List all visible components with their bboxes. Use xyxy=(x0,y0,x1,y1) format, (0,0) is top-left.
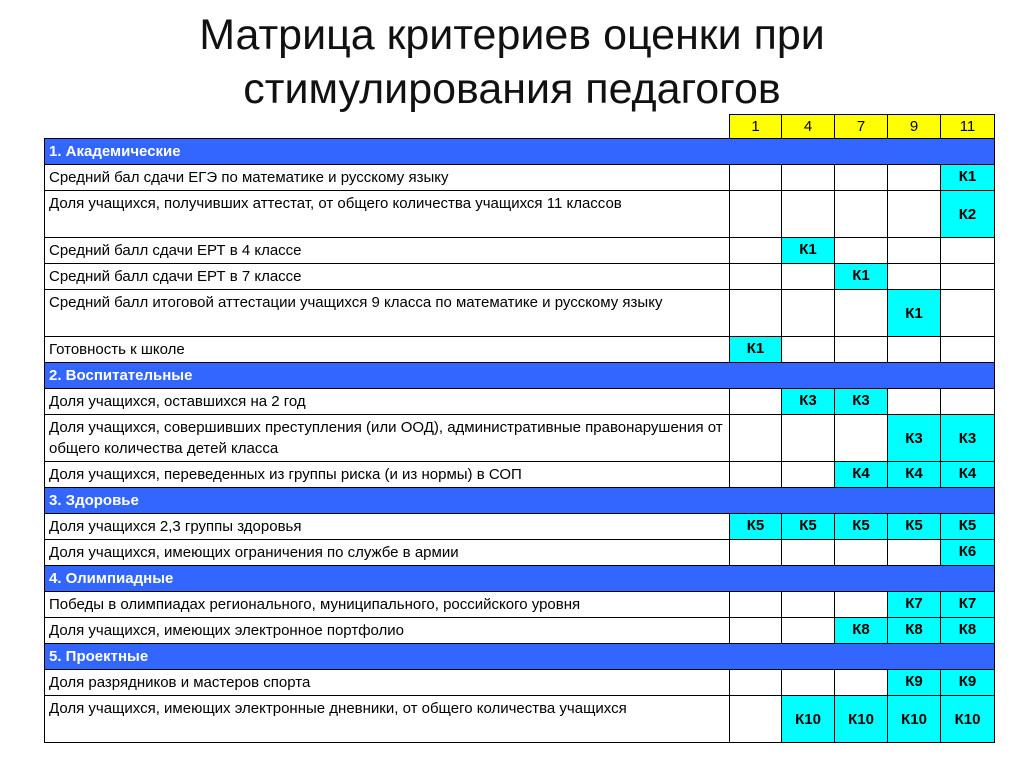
criterion-text: Готовность к школе xyxy=(45,337,730,363)
empty-cell xyxy=(835,290,888,337)
empty-cell xyxy=(730,540,782,566)
mark-cell: К4 xyxy=(835,462,888,488)
section-header-row xyxy=(45,488,995,514)
section-header-row xyxy=(45,644,995,670)
mark-cell: К7 xyxy=(941,592,995,618)
mark-cell: К5 xyxy=(730,514,782,540)
mark-cell: К3 xyxy=(835,389,888,415)
table-row xyxy=(45,618,995,644)
criterion-text: Доля учащихся, переведенных из группы риска (и из нормы) в СОП xyxy=(45,462,730,488)
section-label: 2. Воспитательные xyxy=(45,363,995,389)
mark-cell: К9 xyxy=(941,670,995,696)
empty-cell xyxy=(888,165,941,191)
mark-cell: К5 xyxy=(782,514,835,540)
table-row xyxy=(45,592,995,618)
title-line-2: стимулирования педагогов xyxy=(243,65,781,113)
empty-cell xyxy=(835,238,888,264)
empty-cell xyxy=(782,592,835,618)
empty-cell xyxy=(782,670,835,696)
grade-header-cell: 11 xyxy=(941,115,995,139)
mark-cell: К8 xyxy=(835,618,888,644)
empty-cell xyxy=(730,238,782,264)
mark-cell: К6 xyxy=(941,540,995,566)
table-row xyxy=(45,290,995,337)
empty-cell xyxy=(730,415,782,462)
empty-cell xyxy=(888,191,941,238)
criterion-text: Доля учащихся 2,3 группы здоровья xyxy=(45,514,730,540)
mark-cell: К3 xyxy=(941,415,995,462)
mark-cell: К2 xyxy=(941,191,995,238)
table-row xyxy=(45,238,995,264)
empty-cell xyxy=(730,290,782,337)
table-row xyxy=(45,696,995,743)
empty-cell xyxy=(782,337,835,363)
mark-cell: К8 xyxy=(941,618,995,644)
criterion-text: Средний балл итоговой аттестации учащихся 9 класса по математике и русскому языку xyxy=(45,290,730,337)
empty-cell xyxy=(782,540,835,566)
table-row xyxy=(45,540,995,566)
empty-cell xyxy=(782,191,835,238)
empty-cell xyxy=(888,389,941,415)
section-label: 1. Академические xyxy=(45,139,995,165)
table-row xyxy=(45,670,995,696)
empty-cell xyxy=(941,264,995,290)
mark-cell: К5 xyxy=(941,514,995,540)
criterion-text: Доля учащихся, имеющих ограничения по службе в армии xyxy=(45,540,730,566)
empty-cell xyxy=(730,618,782,644)
empty-cell xyxy=(835,670,888,696)
table-row xyxy=(45,389,995,415)
grade-header-cell: 1 xyxy=(730,115,782,139)
empty-cell xyxy=(888,337,941,363)
empty-cell xyxy=(835,415,888,462)
title-line-1: Матрица критериев оценки при xyxy=(199,11,825,59)
empty-cell xyxy=(730,165,782,191)
mark-cell: К10 xyxy=(835,696,888,743)
table-row xyxy=(45,462,995,488)
criterion-text: Средний бал сдачи ЕГЭ по математике и русскому языку xyxy=(45,165,730,191)
mark-cell: К10 xyxy=(941,696,995,743)
empty-cell xyxy=(888,540,941,566)
empty-cell xyxy=(835,592,888,618)
section-header-row xyxy=(45,363,995,389)
mark-cell: К1 xyxy=(941,165,995,191)
empty-cell xyxy=(782,290,835,337)
criterion-text: Доля учащихся, имеющих электронные дневники, от общего количества учащихся xyxy=(45,696,730,743)
empty-cell xyxy=(730,264,782,290)
empty-cell xyxy=(782,264,835,290)
mark-cell: К5 xyxy=(835,514,888,540)
criteria-matrix xyxy=(44,114,995,743)
criterion-text: Средний балл сдачи ЕРТ в 4 классе xyxy=(45,238,730,264)
empty-cell xyxy=(941,238,995,264)
table-row xyxy=(45,264,995,290)
table-row xyxy=(45,337,995,363)
mark-cell: К1 xyxy=(730,337,782,363)
empty-cell xyxy=(730,389,782,415)
mark-cell: К8 xyxy=(888,618,941,644)
empty-cell xyxy=(782,415,835,462)
table-row xyxy=(45,415,995,462)
mark-cell: К10 xyxy=(782,696,835,743)
grade-header-cell: 4 xyxy=(782,115,835,139)
grade-header-row xyxy=(45,115,995,139)
page-title xyxy=(0,8,1024,116)
mark-cell: К4 xyxy=(941,462,995,488)
mark-cell: К9 xyxy=(888,670,941,696)
section-label: 4. Олимпиадные xyxy=(45,566,995,592)
empty-cell xyxy=(782,462,835,488)
mark-cell: К1 xyxy=(888,290,941,337)
empty-cell xyxy=(941,290,995,337)
mark-cell: К7 xyxy=(888,592,941,618)
criterion-text: Средний балл сдачи ЕРТ в 7 классе xyxy=(45,264,730,290)
table-row xyxy=(45,191,995,238)
mark-cell: К3 xyxy=(888,415,941,462)
mark-cell: К4 xyxy=(888,462,941,488)
header-corner xyxy=(45,115,730,139)
empty-cell xyxy=(835,191,888,238)
table-row xyxy=(45,514,995,540)
criterion-text: Доля учащихся, совершивших преступления (или ООД), административные правонарушения от общего количества детей класса xyxy=(45,415,730,462)
empty-cell xyxy=(782,618,835,644)
mark-cell: К1 xyxy=(835,264,888,290)
section-label: 3. Здоровье xyxy=(45,488,995,514)
criterion-text: Доля учащихся, оставшихся на 2 год xyxy=(45,389,730,415)
criterion-text: Доля учащихся, имеющих электронное портфолио xyxy=(45,618,730,644)
empty-cell xyxy=(888,264,941,290)
grade-header-cell: 9 xyxy=(888,115,941,139)
mark-cell: К10 xyxy=(888,696,941,743)
empty-cell xyxy=(835,540,888,566)
empty-cell xyxy=(730,592,782,618)
section-header-row xyxy=(45,566,995,592)
empty-cell xyxy=(835,337,888,363)
empty-cell xyxy=(730,696,782,743)
empty-cell xyxy=(941,337,995,363)
criterion-text: Доля учащихся, получивших аттестат, от общего количества учащихся 11 классов xyxy=(45,191,730,238)
empty-cell xyxy=(730,670,782,696)
mark-cell: К1 xyxy=(782,238,835,264)
empty-cell xyxy=(730,462,782,488)
empty-cell xyxy=(782,165,835,191)
criterion-text: Доля разрядников и мастеров спорта xyxy=(45,670,730,696)
empty-cell xyxy=(835,165,888,191)
mark-cell: К5 xyxy=(888,514,941,540)
table-row xyxy=(45,165,995,191)
empty-cell xyxy=(941,389,995,415)
empty-cell xyxy=(730,191,782,238)
empty-cell xyxy=(888,238,941,264)
criterion-text: Победы в олимпиадах регионального, муниципального, российского уровня xyxy=(45,592,730,618)
section-label: 5. Проектные xyxy=(45,644,995,670)
section-header-row xyxy=(45,139,995,165)
mark-cell: К3 xyxy=(782,389,835,415)
grade-header-cell: 7 xyxy=(835,115,888,139)
